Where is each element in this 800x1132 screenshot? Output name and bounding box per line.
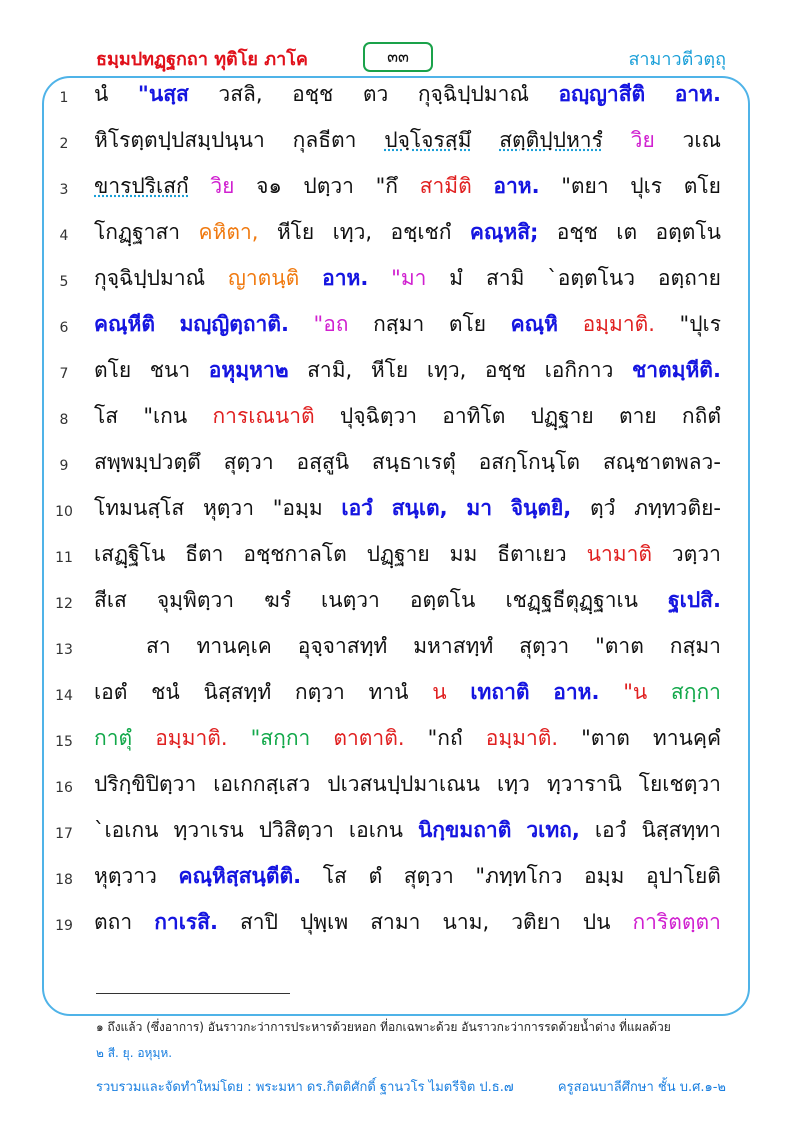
word: สกฺกา [670, 680, 721, 704]
word: `อตฺตโนว [547, 266, 636, 290]
word: คณฺหิ [510, 312, 558, 336]
word: เทฺว, [426, 358, 467, 382]
text-line [94, 492, 721, 532]
word: ธีตาเยว [497, 542, 567, 566]
word: วตฺวา [671, 542, 721, 566]
footer-course: ครูสอนบาลีศึกษา ชั้น บ.ศ.๑-๒ [557, 1080, 726, 1095]
word: "น [623, 680, 648, 704]
text-line [94, 768, 721, 808]
word: มํ [449, 266, 464, 290]
word: ปน [582, 910, 611, 934]
word: ปจฺโจรสฺมึ [384, 128, 472, 152]
word: ตํ [368, 864, 383, 888]
word: เสฏฺฐิโน [94, 542, 166, 566]
word: อาห. [493, 174, 540, 198]
word: วิย [210, 174, 235, 198]
footer-author: รวบรวมและจัดทำใหม่โดย : พระมหา ดร.กิตติศักดิ์ ฐานวโร ไมตรีจิต ป.ธ.๗ [96, 1080, 514, 1095]
word: ปุจฺฉิตฺวา [339, 404, 418, 428]
running-header-section: สามาวตีวตฺถุ [628, 49, 726, 70]
page-number: ๓๓ [363, 42, 433, 72]
word: เอเกน [348, 818, 403, 842]
word: นํ [94, 82, 109, 106]
line-number: 19 [55, 918, 73, 934]
line-number: 11 [55, 550, 73, 566]
text-line [94, 354, 721, 394]
line-number: 15 [55, 734, 73, 750]
word: สณฺชาตพลว- [602, 450, 721, 474]
word: อาห. [674, 82, 721, 106]
text-line [94, 400, 721, 440]
word: ขารปริเสกํ [94, 174, 189, 198]
footnote-separator [96, 993, 290, 994]
footnote-1: ๑ ถึงแล้ว (ซึ่งอาการ) อันราวกะว่าการประหารด้วยหอก ที่อกเฉพาะด้วย อันราวกะว่าการรดด้วยน้ำด่าง ที่แผลด้วย [96, 1020, 671, 1034]
word: ญาตนฺติ [227, 266, 300, 290]
word: อชฺช [484, 358, 526, 382]
word: ชนา [149, 358, 191, 382]
word: นิสฺสทฺทํ [203, 680, 272, 704]
word: ตาย [618, 404, 657, 428]
line-number: 5 [59, 274, 69, 290]
word: เชฏฺฐธีตุฏฺฐาเน [505, 588, 639, 612]
word: "เกน [143, 404, 188, 428]
word: "มา [391, 266, 427, 290]
word: มม [449, 542, 478, 566]
word: อสกฺโกนฺโต [478, 450, 581, 474]
word: ธีตา [185, 542, 224, 566]
word: กุลธีตา [292, 128, 357, 152]
line-number: 12 [55, 596, 73, 612]
word: เทฺว [497, 772, 530, 796]
word: เทถาติ [470, 680, 530, 704]
word: คณฺหีติ [94, 312, 156, 336]
word: ทานคฺเค [196, 634, 272, 658]
word: คหิตา, [198, 220, 259, 244]
word: "อถ [313, 312, 349, 336]
line-number: 10 [55, 504, 73, 520]
word: วเทถ, [526, 818, 580, 842]
word: อาห. [553, 680, 600, 704]
text-line [94, 308, 721, 348]
word: จินฺตยิ, [510, 496, 572, 520]
line-number: 7 [59, 366, 69, 382]
word: "ตาต [581, 726, 630, 750]
text-line [94, 538, 721, 578]
line-number: 4 [59, 228, 69, 244]
word: อสฺสูนิ [296, 450, 350, 474]
word: นามาติ [586, 542, 653, 566]
word: มหาสทฺทํ [413, 634, 494, 658]
word: อชฺช [556, 220, 598, 244]
word: นาม, [442, 910, 490, 934]
word: "ตาต [595, 634, 644, 658]
line-number: 6 [59, 320, 69, 336]
word: สุตฺวา [403, 864, 454, 888]
text-line [94, 446, 721, 486]
line-number: 18 [55, 872, 73, 888]
word: "ปุเร [679, 312, 721, 336]
word: ตโย [94, 358, 132, 382]
word: อมฺมาติ. [485, 726, 559, 750]
word: สามิ [485, 266, 525, 290]
word: วติยา [511, 910, 561, 934]
line-number: 16 [55, 780, 73, 796]
text-line [94, 676, 721, 716]
word: อตฺถาย [657, 266, 721, 290]
word: สนฺธาเรตุํ [371, 450, 456, 474]
word: อาทิโต [442, 404, 506, 428]
line-number: 3 [59, 182, 69, 198]
word: อญฺญาสีติ [558, 82, 646, 106]
word: ทานํ [368, 680, 409, 704]
word: หีโย [370, 358, 409, 382]
text-line [94, 170, 721, 210]
word: เอวํ [594, 818, 627, 842]
word: สา [146, 634, 171, 658]
word: เอกิกาว [544, 358, 614, 382]
word: สุตฺวา [519, 634, 570, 658]
text-line [94, 722, 721, 762]
word: ทานคฺคํ [652, 726, 721, 750]
word: กสฺมา [669, 634, 721, 658]
word: คณฺหิสฺสนฺตีติ. [178, 864, 302, 888]
word: ตโย [448, 312, 487, 336]
word: เทฺว, [332, 220, 373, 244]
word: กุจฺฉิปฺปมาณํ [417, 82, 529, 106]
word: วิย [630, 128, 655, 152]
word: การเณนาติ [212, 404, 315, 428]
word: ปุเร [630, 174, 663, 198]
line-number: 9 [59, 458, 69, 474]
word: วสลิ, [218, 82, 263, 106]
text-line [94, 124, 721, 164]
word: เต [616, 220, 638, 244]
text-line [94, 814, 721, 854]
word: ทฺวารานิ [546, 772, 622, 796]
word: สตฺติปฺปหารํ [499, 128, 603, 152]
word: หุตฺวา [202, 496, 255, 520]
word: โยเชตฺวา [638, 772, 721, 796]
word: "กถํ [427, 726, 463, 750]
word: อุจฺจาสทฺทํ [297, 634, 388, 658]
word: สามีติ [419, 174, 472, 198]
word: อมฺมาติ. [582, 312, 655, 336]
word: เอเกกสฺเสว [213, 772, 311, 796]
word: ปฏฺฐาย [366, 542, 430, 566]
word: อมฺมาติ. [155, 726, 228, 750]
word: ปตฺวา [303, 174, 354, 198]
word: โส [94, 404, 119, 428]
text-line [94, 262, 721, 302]
word: ปุพฺเพ [299, 910, 349, 934]
word: สามิ, [307, 358, 353, 382]
word: โทมนสฺโส [94, 496, 185, 520]
word: โกฏฺฐาสา [94, 220, 181, 244]
word: นิกฺขมถาติ [417, 818, 512, 842]
word: ชนํ [151, 680, 180, 704]
word: กุจฺฉิปฺปมาณํ [94, 266, 206, 290]
word: นิสฺสทฺทา [641, 818, 721, 842]
text-line [94, 906, 721, 946]
word: ภทฺทวติย- [634, 496, 721, 520]
word: อตฺตโน [409, 588, 476, 612]
text-line [94, 860, 721, 900]
word: หุตฺวาว [94, 864, 157, 888]
word: ปฏฺฐาย [530, 404, 594, 428]
word: "กึ [375, 174, 398, 198]
line-number: 1 [59, 90, 69, 106]
word: จ๑ [256, 174, 282, 198]
word: หีโย [276, 220, 315, 244]
word: อตฺตโน [655, 220, 721, 244]
word: วเณ [682, 128, 721, 152]
word: อชฺเชกํ [390, 220, 452, 244]
word: โส [322, 864, 347, 888]
word: ฆรํ [264, 588, 291, 612]
word: สุตฺวา [223, 450, 274, 474]
page-footer [96, 1076, 726, 1097]
word: เอวํ [341, 496, 373, 520]
word: เอตํ [94, 680, 128, 704]
line-number: 14 [55, 688, 73, 704]
word: กสฺมา [373, 312, 425, 336]
word: จุมฺพิตฺวา [156, 588, 235, 612]
word: `เอเกน [94, 818, 159, 842]
word: ฐเปสิ. [668, 588, 721, 612]
word: กาตุํ [94, 726, 133, 750]
word: มญฺญิตฺถาติ. [179, 312, 289, 336]
word: ปวิสิตฺวา [258, 818, 334, 842]
word: ชาตมฺหีติ. [631, 358, 721, 382]
word: อมฺม [584, 864, 625, 888]
line-number: 8 [59, 412, 69, 428]
word: ทฺวาเรน [173, 818, 244, 842]
word: ตโย [683, 174, 721, 198]
word: "อมฺม [272, 496, 323, 520]
word: สาปิ [239, 910, 278, 934]
word: ตถา [94, 910, 133, 934]
word: ตฺวํ [590, 496, 616, 520]
word: "นสฺส [137, 82, 189, 106]
text-line [146, 630, 721, 670]
line-number: 17 [55, 826, 73, 842]
text-line [94, 78, 721, 118]
word: เนตฺวา [321, 588, 380, 612]
word: สามา [370, 910, 421, 934]
line-number: 2 [59, 136, 69, 152]
word: กตฺวา [294, 680, 345, 704]
word: สีเส [94, 588, 127, 612]
word: คณฺหสิ; [469, 220, 539, 244]
running-header-title: ธมฺมปทฏฺฐกถา ทุติโย ภาโค [96, 49, 308, 70]
word: "ตยา [561, 174, 609, 198]
word: การิตตฺตา [632, 910, 721, 934]
word: ปเวสนปฺปมาเณน [327, 772, 481, 796]
word: สนฺเต, [391, 496, 448, 520]
word: สพฺพมฺปวตฺตึ [94, 450, 201, 474]
word: "สกฺกา [250, 726, 311, 750]
word: อหุมฺหา๒ [208, 358, 289, 382]
text-line [94, 584, 721, 624]
word: กถิตํ [681, 404, 721, 428]
text-line [94, 216, 721, 256]
word: หิโรตฺตปฺปสมฺปนฺนา [94, 128, 265, 152]
word: ตาตาติ. [333, 726, 405, 750]
word: อุปาโยติ [645, 864, 721, 888]
line-number: 13 [55, 642, 73, 658]
footnote-2: ๒ สี. ยุ. อหุมฺห. [96, 1046, 173, 1060]
word: มา [466, 496, 492, 520]
word: ปริกฺขิปิตฺวา [94, 772, 197, 796]
word: อชฺชกาลโต [243, 542, 347, 566]
word: อาห. [322, 266, 369, 290]
word: อชฺช [292, 82, 334, 106]
word: กาเรสิ. [154, 910, 218, 934]
word: ตว [362, 82, 389, 106]
word: น [432, 680, 447, 704]
word: "ภทฺทโกว [475, 864, 563, 888]
